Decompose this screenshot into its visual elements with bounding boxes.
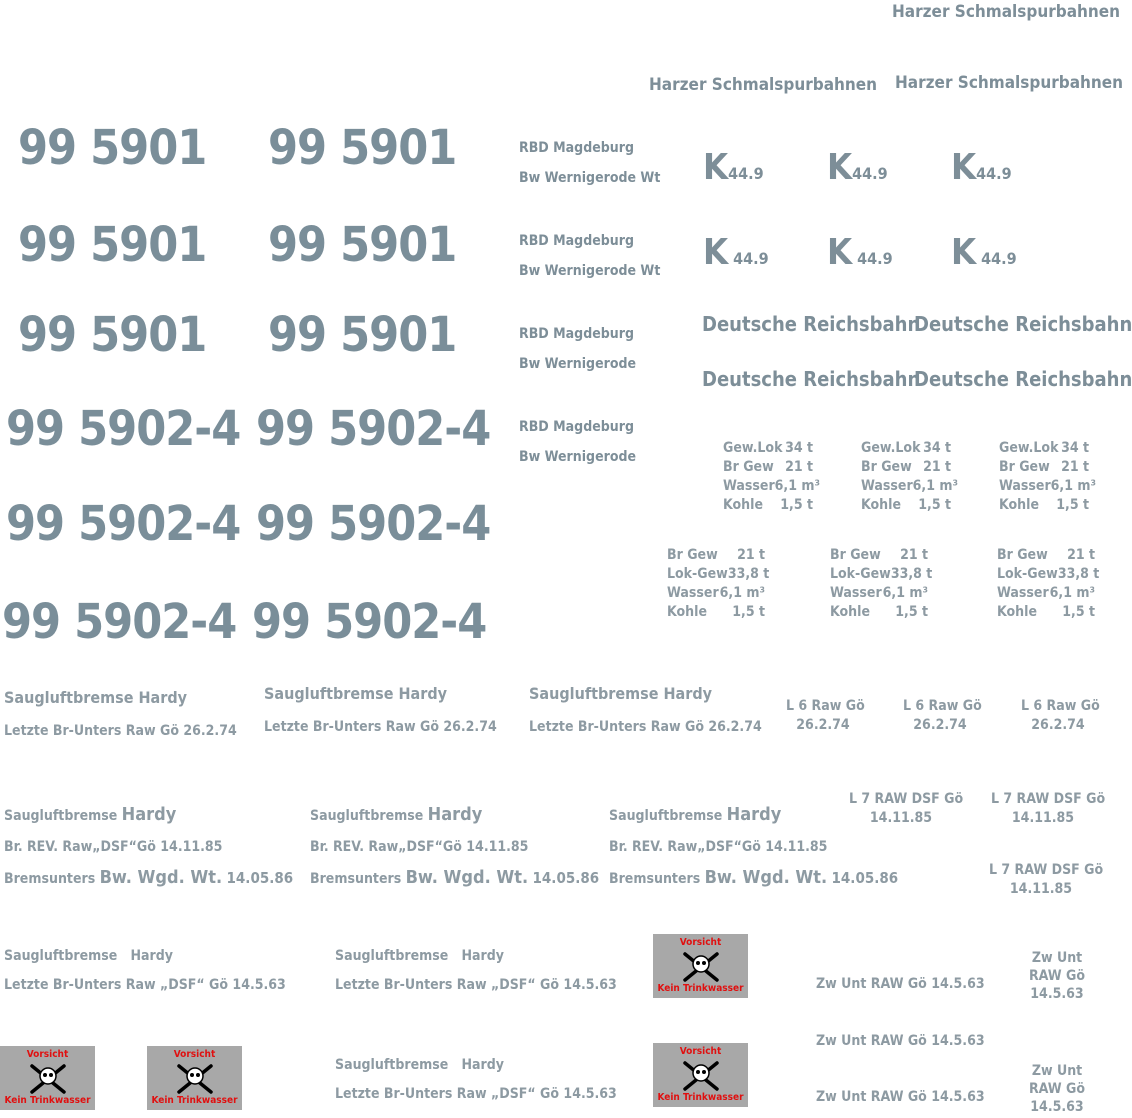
weight-table: Br Gew 21 t Lok-Gew 33,8 t Wasser 6,1 m³ Kohle 1,5 t (667, 547, 770, 620)
class-label: K 44.9 (703, 232, 769, 273)
rbd-label: RBD Magdeburg (519, 326, 634, 342)
l7-label: L 7 RAW DSF Gö 14.11.85 (991, 791, 1106, 826)
loco-number: 99 5901 (268, 120, 457, 176)
skull-crossbones-icon (175, 1060, 215, 1096)
warning-sign: Vorsicht Kein Trinkwasser (147, 1046, 242, 1110)
brake-label: Saugluftbremse Hardy (609, 804, 782, 825)
warning-sign: Vorsicht Kein Trinkwasser (0, 1046, 95, 1110)
inspection-label: Letzte Br-Unters Raw Gö 26.2.74 (4, 723, 237, 739)
warning-sign: Vorsicht Kein Trinkwasser (653, 934, 748, 998)
brake-label: Saugluftbremse Hardy (335, 948, 504, 964)
inspection-label: Letzte Br-Unters Raw „DSF“ Gö 14.5.63 (335, 977, 617, 993)
revision-label: Br. REV. Raw„DSF“Gö 14.11.85 (4, 839, 223, 855)
l6-label: L 6 Raw Gö 26.2.74 (903, 698, 982, 733)
intermediate-inspection-label: Zw Unt RAW Gö 14.5.63 (816, 1033, 985, 1049)
intermediate-inspection-label: Zw Unt RAW Gö 14.5.63 (1028, 1063, 1086, 1115)
bw-label: Bw Wernigerode Wt (519, 263, 661, 279)
test-label: Bremsunters Bw. Wgd. Wt. 14.05.86 (310, 867, 600, 888)
inspection-label: Letzte Br-Unters Raw Gö 26.2.74 (529, 719, 762, 735)
l6-label: L 6 Raw Gö 26.2.74 (786, 698, 865, 733)
brake-label: Saugluftbremse Hardy (264, 684, 448, 703)
test-label: Bremsunters Bw. Wgd. Wt. 14.05.86 (4, 867, 294, 888)
hsb-label: Harzer Schmalspurbahnen (895, 73, 1124, 93)
class-label: K44.9 (827, 147, 888, 188)
intermediate-inspection-label: Zw Unt RAW Gö 14.5.63 (816, 976, 985, 992)
hsb-label: Harzer Schmalspurbahnen (649, 75, 878, 95)
rbd-label: RBD Magdeburg (519, 233, 634, 249)
weight-table: Gew.Lok 34 t Br Gew 21 t Wasser 6,1 m³ Kohle 1,5 t (999, 440, 1096, 513)
inspection-label: Letzte Br-Unters Raw Gö 26.2.74 (264, 719, 497, 735)
loco-number: 99 5901 (18, 217, 207, 273)
loco-number: 99 5901 (268, 217, 457, 273)
loco-number: 99 5902-4 (2, 594, 237, 650)
loco-number: 99 5902-4 (256, 496, 491, 552)
class-label: K44.9 (951, 147, 1012, 188)
class-label: K44.9 (703, 147, 764, 188)
skull-crossbones-icon (28, 1060, 68, 1096)
l7-label: L 7 RAW DSF Gö 14.11.85 (849, 791, 964, 826)
brake-label: Saugluftbremse Hardy (4, 804, 177, 825)
dr-label: Deutsche Reichsbahn (702, 312, 921, 336)
revision-label: Br. REV. Raw„DSF“Gö 14.11.85 (310, 839, 529, 855)
dr-label: Deutsche Reichsbahn (914, 367, 1132, 391)
hsb-label: Harzer Schmalspurbahnen (892, 2, 1121, 22)
l6-label: L 6 Raw Gö 26.2.74 (1021, 698, 1100, 733)
loco-number: 99 5901 (18, 120, 207, 176)
loco-number: 99 5901 (268, 307, 457, 363)
brake-label: Saugluftbremse Hardy (4, 948, 173, 964)
intermediate-inspection-label: Zw Unt RAW Gö 14.5.63 (1028, 950, 1086, 1002)
loco-number: 99 5902-4 (6, 496, 241, 552)
weight-table: Br Gew 21 t Lok-Gew 33,8 t Wasser 6,1 m³ Kohle 1,5 t (830, 547, 933, 620)
brake-label: Saugluftbremse Hardy (4, 688, 188, 707)
loco-number: 99 5901 (18, 307, 207, 363)
skull-crossbones-icon (681, 1057, 721, 1093)
loco-number: 99 5902-4 (252, 594, 487, 650)
intermediate-inspection-label: Zw Unt RAW Gö 14.5.63 (816, 1089, 985, 1105)
warning-sign: Vorsicht Kein Trinkwasser (653, 1043, 748, 1107)
weight-table: Gew.Lok 34 t Br Gew 21 t Wasser 6,1 m³ Kohle 1,5 t (861, 440, 958, 513)
revision-label: Br. REV. Raw„DSF“Gö 14.11.85 (609, 839, 828, 855)
bw-label: Bw Wernigerode (519, 449, 637, 465)
loco-number: 99 5902-4 (6, 401, 241, 457)
dr-label: Deutsche Reichsbahn (914, 312, 1132, 336)
l7-label: L 7 RAW DSF Gö 14.11.85 (989, 862, 1104, 897)
rbd-label: RBD Magdeburg (519, 419, 634, 435)
loco-number: 99 5902-4 (256, 401, 491, 457)
inspection-label: Letzte Br-Unters Raw „DSF“ Gö 14.5.63 (4, 977, 286, 993)
bw-label: Bw Wernigerode (519, 356, 637, 372)
brake-label: Saugluftbremse Hardy (335, 1057, 504, 1073)
skull-crossbones-icon (681, 948, 721, 984)
rbd-label: RBD Magdeburg (519, 140, 634, 156)
weight-table: Br Gew 21 t Lok-Gew 33,8 t Wasser 6,1 m³ Kohle 1,5 t (997, 547, 1100, 620)
inspection-label: Letzte Br-Unters Raw „DSF“ Gö 14.5.63 (335, 1086, 617, 1102)
weight-table: Gew.Lok 34 t Br Gew 21 t Wasser 6,1 m³ Kohle 1,5 t (723, 440, 820, 513)
class-label: K 44.9 (827, 232, 893, 273)
test-label: Bremsunters Bw. Wgd. Wt. 14.05.86 (609, 867, 899, 888)
bw-label: Bw Wernigerode Wt (519, 170, 661, 186)
dr-label: Deutsche Reichsbahn (702, 367, 921, 391)
brake-label: Saugluftbremse Hardy (310, 804, 483, 825)
brake-label: Saugluftbremse Hardy (529, 684, 713, 703)
class-label: K 44.9 (951, 232, 1017, 273)
